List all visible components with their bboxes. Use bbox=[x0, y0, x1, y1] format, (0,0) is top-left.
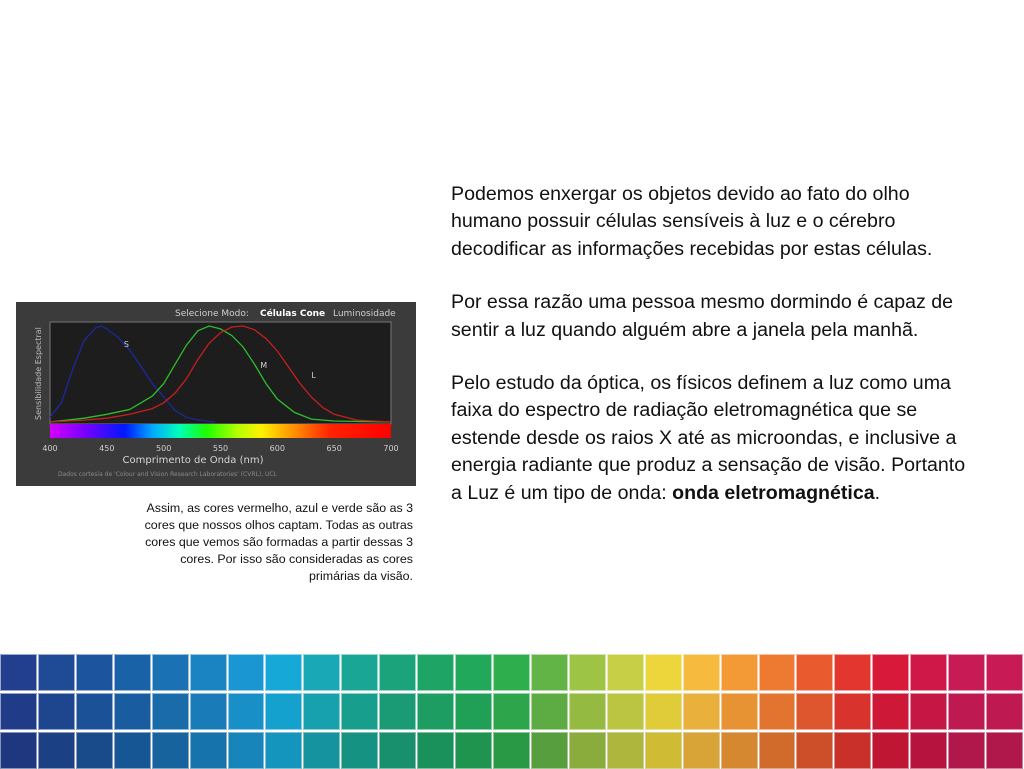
color-tile bbox=[759, 732, 796, 769]
x-tick-label: 400 bbox=[42, 444, 58, 453]
color-tile bbox=[0, 732, 37, 769]
color-tile bbox=[38, 732, 75, 769]
color-tile bbox=[265, 732, 302, 769]
color-tile bbox=[759, 693, 796, 730]
color-tile bbox=[948, 732, 985, 769]
figure-caption: Assim, as cores vermelho, azul e verde são as 3 cores que nossos olhos captam. Todas as outras cores que vemos são formadas a partir dessas 3 cores. Por isso são consideradas as cores primárias da visão. bbox=[144, 501, 413, 583]
x-tick-label: 450 bbox=[99, 444, 115, 453]
x-tick-label: 600 bbox=[269, 444, 285, 453]
color-tile bbox=[152, 654, 189, 691]
y-axis-label: Sensibilidade Espectral bbox=[34, 327, 43, 420]
color-tile bbox=[493, 654, 530, 691]
color-tile bbox=[455, 732, 492, 769]
color-tile bbox=[531, 732, 568, 769]
paragraph-3-text: Pelo estudo da óptica, os físicos definem a luz como uma faixa do espectro de radiação eletromagnética que se estende desde os raios X até as microondas, e inclusive a energia radiante que produz a sensação de visão. Portanto a Luz é um tipo de onda: bbox=[451, 372, 966, 504]
color-tile bbox=[0, 693, 37, 730]
color-tile bbox=[721, 654, 758, 691]
color-tile bbox=[645, 732, 682, 769]
cone-sensitivity-chart bbox=[16, 302, 416, 486]
x-axis-label: Comprimento de Onda (nm) bbox=[122, 455, 264, 466]
color-tile bbox=[228, 654, 265, 691]
color-tile bbox=[910, 654, 947, 691]
color-tile bbox=[76, 654, 113, 691]
emphasis-term: onda eletromagnética bbox=[672, 481, 875, 504]
color-tile bbox=[455, 654, 492, 691]
x-tick-label: 550 bbox=[212, 444, 229, 453]
color-tile bbox=[190, 732, 227, 769]
color-tile bbox=[0, 654, 37, 691]
color-tile bbox=[417, 654, 454, 691]
color-tile bbox=[759, 654, 796, 691]
color-tile bbox=[417, 732, 454, 769]
paragraph-2: Por essa razão uma pessoa mesmo dormindo é capaz de sentir a luz quando alguém abre a janela pela manhã. bbox=[451, 291, 954, 341]
color-tile bbox=[38, 693, 75, 730]
color-tile bbox=[948, 693, 985, 730]
plot-area bbox=[50, 322, 391, 424]
color-tile bbox=[569, 654, 606, 691]
color-tile bbox=[721, 693, 758, 730]
series-label-m: M bbox=[260, 361, 268, 371]
color-tile bbox=[76, 693, 113, 730]
color-tile bbox=[607, 732, 644, 769]
color-tile bbox=[834, 732, 871, 769]
main-text bbox=[451, 181, 971, 533]
color-tile bbox=[379, 654, 416, 691]
color-tile bbox=[683, 732, 720, 769]
paragraph-1: Podemos enxergar os objetos devido ao fato do olho humano possuir células sensíveis à luz e o cérebro decodificar as informações recebidas por estas células. bbox=[451, 183, 933, 260]
color-tile bbox=[152, 693, 189, 730]
color-tile bbox=[607, 654, 644, 691]
color-tile bbox=[38, 654, 75, 691]
color-tile bbox=[645, 693, 682, 730]
x-tick-labels bbox=[42, 444, 398, 453]
color-tile bbox=[834, 693, 871, 730]
color-tile bbox=[683, 693, 720, 730]
color-tile bbox=[303, 732, 340, 769]
x-tick-label: 500 bbox=[156, 444, 172, 453]
color-tile bbox=[303, 654, 340, 691]
color-tile bbox=[455, 693, 492, 730]
color-tile bbox=[986, 732, 1023, 769]
emphasis-suffix: . bbox=[874, 481, 881, 504]
color-tile bbox=[834, 654, 871, 691]
series-label-s: S bbox=[123, 340, 129, 350]
color-tile bbox=[114, 654, 151, 691]
color-tile bbox=[531, 654, 568, 691]
color-tile bbox=[190, 654, 227, 691]
color-tile bbox=[341, 654, 378, 691]
color-tile bbox=[379, 693, 416, 730]
color-tile bbox=[721, 732, 758, 769]
color-tile bbox=[152, 732, 189, 769]
mode-option-luminosity[interactable]: Luminosidade bbox=[333, 309, 396, 319]
color-tile bbox=[607, 693, 644, 730]
color-tile bbox=[796, 693, 833, 730]
mode-option-cone-cells[interactable]: Células Cone bbox=[260, 309, 326, 319]
color-tile bbox=[872, 732, 909, 769]
color-tile bbox=[872, 693, 909, 730]
paragraph-3 bbox=[451, 370, 971, 507]
x-tick-label: 700 bbox=[383, 444, 399, 453]
color-tile bbox=[76, 732, 113, 769]
spectrum-bar bbox=[50, 424, 391, 438]
mode-label: Selecione Modo: bbox=[175, 309, 249, 319]
color-tile bbox=[303, 693, 340, 730]
color-tile bbox=[948, 654, 985, 691]
color-tile bbox=[569, 693, 606, 730]
color-tile bbox=[114, 732, 151, 769]
color-tile bbox=[796, 654, 833, 691]
color-tile bbox=[986, 654, 1023, 691]
color-tile bbox=[265, 654, 302, 691]
data-credit: Dados cortesia de 'Colour and Vision Research Laboratories' (CVRL), UCL bbox=[58, 471, 277, 478]
color-tile bbox=[796, 732, 833, 769]
color-tile-mosaic bbox=[0, 652, 1024, 768]
color-tile bbox=[910, 693, 947, 730]
color-tile bbox=[341, 693, 378, 730]
color-tile bbox=[341, 732, 378, 769]
series-label-l: L bbox=[311, 370, 316, 380]
color-tile bbox=[190, 693, 227, 730]
color-tile bbox=[910, 732, 947, 769]
color-tile bbox=[872, 654, 909, 691]
color-tile bbox=[114, 693, 151, 730]
x-tick-label: 650 bbox=[326, 444, 342, 453]
color-tile bbox=[569, 732, 606, 769]
color-tile bbox=[379, 732, 416, 769]
color-tile bbox=[228, 732, 265, 769]
color-tile bbox=[417, 693, 454, 730]
color-tile bbox=[493, 693, 530, 730]
color-tile bbox=[986, 693, 1023, 730]
cone-sensitivity-figure bbox=[16, 302, 416, 486]
color-tile bbox=[265, 693, 302, 730]
color-tile bbox=[683, 654, 720, 691]
color-tile bbox=[645, 654, 682, 691]
color-tile bbox=[228, 693, 265, 730]
color-tile bbox=[493, 732, 530, 769]
color-tile bbox=[531, 693, 568, 730]
